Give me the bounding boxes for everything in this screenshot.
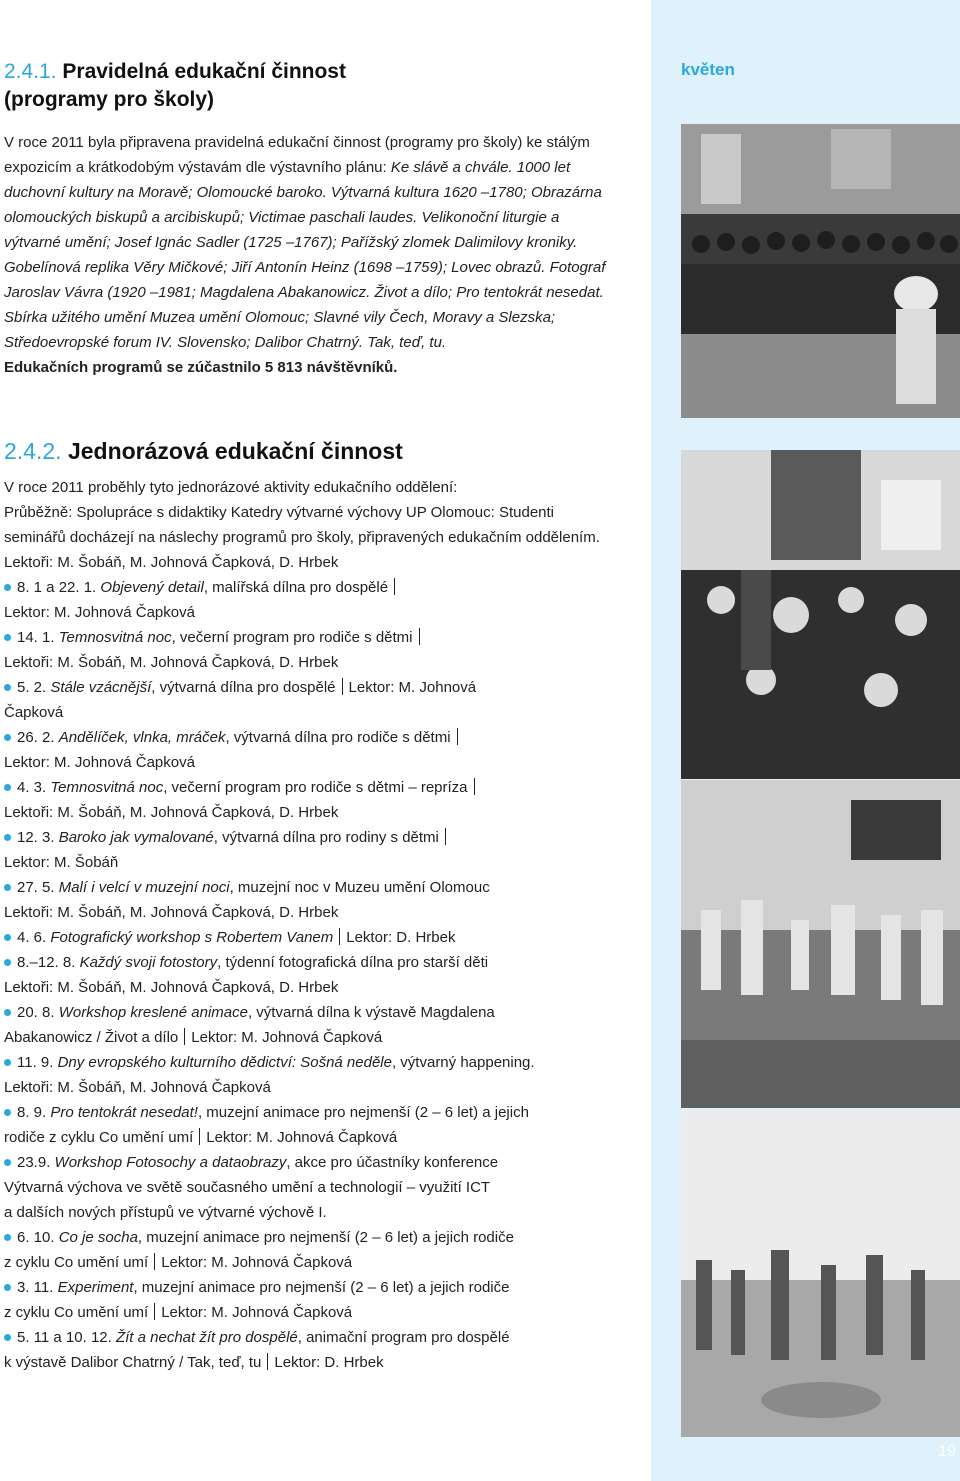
event-date: 6. 10. <box>17 1229 59 1246</box>
event-line <box>4 1000 616 1025</box>
event-title: Objevený detail <box>100 579 204 596</box>
event-description: , večerní program pro rodiče s dětmi – repríza <box>163 779 468 796</box>
event-description: , malířská dílna pro dospělé <box>203 579 389 596</box>
page-number: 19 <box>938 1443 956 1460</box>
event-title: Fotografický workshop s Robertem Vanem <box>50 929 334 946</box>
event-description: , muzejní animace pro nejmenší (2 – 6 let) a jejich rodiče <box>133 1279 510 1296</box>
body-intro: V roce 2011 byla připravena pravidelná edukační činnost (programy pro školy) ke stálým expozicím a krátkodobým výstavám dle výstavního plánu: <box>4 134 590 176</box>
event-title: Workshop Fotosochy a dataobrazy <box>54 1154 287 1171</box>
event-title: Workshop kreslené animace <box>58 1004 248 1021</box>
event-item <box>4 625 616 675</box>
event-date: 5. 11 a 10. 12. <box>17 1329 116 1346</box>
event-item <box>4 825 616 875</box>
event-item <box>4 725 616 775</box>
event-detail: Lektor: M. Johnová Čapková <box>4 604 195 621</box>
event-item <box>4 1275 616 1325</box>
event-line <box>4 575 616 600</box>
separator-bar <box>445 828 446 845</box>
event-detail: Lektoři: M. Šobáň, M. Johnová Čapková, D. Hrbek <box>4 979 339 996</box>
event-line-continued <box>4 975 616 1000</box>
event-detail: rodiče z cyklu Co umění umí <box>4 1129 194 1146</box>
event-line <box>4 1150 616 1175</box>
event-detail: Lektor: M. Šobáň <box>4 854 119 871</box>
event-lecturer: Lektor: M. Johnová Čapková <box>206 1129 398 1146</box>
event-description: , muzejní noc v Muzeu umění Olomouc <box>229 879 490 896</box>
event-title: Co je socha <box>58 1229 138 1246</box>
event-item <box>4 1325 616 1375</box>
separator-bar <box>474 778 475 795</box>
photo-lecture-audience <box>681 124 960 418</box>
event-description: , výtvarná dílna pro rodiče s dětmi <box>225 729 451 746</box>
event-lecturer: Lektor: M. Johnová Čapková <box>191 1029 383 1046</box>
event-line <box>4 1225 616 1250</box>
event-line <box>4 675 616 700</box>
event-title: Temnosvitná noc <box>58 629 172 646</box>
separator-bar <box>419 628 420 645</box>
event-date: 4. 3. <box>17 779 51 796</box>
ongoing-lecturers: Lektoři: M. Šobáň, M. Johnová Čapková, D. Hrbek <box>4 554 339 571</box>
event-description: , výtvarná dílna k výstavě Magdalena <box>247 1004 495 1021</box>
event-date: 11. 9. <box>17 1054 58 1071</box>
event-detail: Lektoři: M. Šobáň, M. Johnová Čapková, D. Hrbek <box>4 904 339 921</box>
event-date: 20. 8. <box>17 1004 59 1021</box>
event-item <box>4 675 616 725</box>
event-title: Pro tentokrát nesedat! <box>50 1104 198 1121</box>
event-line <box>4 775 616 800</box>
event-item <box>4 575 616 625</box>
event-lecturer: Lektor: D. Hrbek <box>274 1354 384 1371</box>
event-line-continued <box>4 850 616 875</box>
event-line <box>4 950 616 975</box>
event-title: Žít a nechat žít pro dospělé <box>115 1329 298 1346</box>
event-date: 14. 1. <box>17 629 59 646</box>
event-detail: z cyklu Co umění umí <box>4 1304 149 1321</box>
event-item <box>4 875 616 925</box>
separator-bar <box>339 928 340 945</box>
event-description: , večerní program pro rodiče s dětmi <box>171 629 413 646</box>
event-description: , akce pro účastníky konference <box>286 1154 499 1171</box>
event-item <box>4 775 616 825</box>
event-title: Dny evropského kulturního dědictví: Sošná neděle <box>57 1054 392 1071</box>
event-date: 8. 9. <box>17 1104 51 1121</box>
photo-exhibition-opening <box>681 450 960 779</box>
exhibition-list: Ke slávě a chvále. 1000 let duchovní kultury na Moravě; Olomoucké baroko. Výtvarná kultura 1620 –1780; Obrazárna olomouckých biskupů a arcibiskupů; Victimae paschali laudes. Velikonoční liturgie a výtvarné umění; Josef Ignác Sadler (1725 –1767); Pařížský zlomek Dalimilovy kroniky. Gobelínová replika Věry Mičkové; Jiří Antonín Heinz (1698 –1759); Lovec obrazů. Fotograf Jaroslav Vávra (1920 –1981; Magdalena Abakanowicz. Život a dílo; Pro tentokrát nesedat. Sbírka užitého umění Muzea umění Olomouc; Slavné vily Čech, Moravy a Slezska; Středoevropské forum IV. Slovensko; Dalibor Chatrný. Tak, teď, tu. <box>4 159 606 351</box>
event-date: 4. 6. <box>17 929 51 946</box>
event-line-continued <box>4 1125 616 1150</box>
event-line <box>4 1325 616 1350</box>
separator-bar <box>267 1353 268 1370</box>
event-line-continued <box>4 1200 616 1225</box>
event-detail: Výtvarná výchova ve světě současného umění a technologií – využití ICT <box>4 1179 491 1196</box>
event-line <box>4 875 616 900</box>
event-date: 3. 11. <box>17 1279 58 1296</box>
event-line <box>4 825 616 850</box>
event-item <box>4 925 616 950</box>
event-line-continued <box>4 750 616 775</box>
event-lecturer: Lektor: M. Johnová Čapková <box>161 1254 353 1271</box>
event-description: , týdenní fotografická dílna pro starší děti <box>217 954 489 971</box>
event-title: Temnosvitná noc <box>50 779 164 796</box>
section-heading <box>4 437 616 465</box>
event-line-continued <box>4 1350 616 1375</box>
event-line <box>4 625 616 650</box>
event-title: Stále vzácnější <box>50 679 152 696</box>
event-item <box>4 1100 616 1150</box>
section-title: Pravidelná edukační činnost <box>62 60 346 83</box>
event-detail: Lektor: M. Johnová Čapková <box>4 754 195 771</box>
event-line-continued <box>4 700 616 725</box>
event-line-continued <box>4 650 616 675</box>
event-date: 23.9. <box>17 1154 55 1171</box>
section-title: Jednorázová edukační činnost <box>67 438 403 464</box>
event-item <box>4 1150 616 1225</box>
event-date: 27. 5. <box>17 879 59 896</box>
event-line <box>4 925 616 950</box>
separator-bar <box>154 1253 155 1270</box>
separator-bar <box>457 728 458 745</box>
event-line-continued <box>4 900 616 925</box>
separator-bar <box>394 578 395 595</box>
event-detail: Lektoři: M. Šobáň, M. Johnová Čapková, D. Hrbek <box>4 654 339 671</box>
event-line-continued <box>4 1025 616 1050</box>
event-line <box>4 1275 616 1300</box>
event-line-continued <box>4 600 616 625</box>
separator-bar <box>199 1128 200 1145</box>
event-lecturer: Lektor: M. Johnová Čapková <box>161 1304 353 1321</box>
event-date: 8. 1 a 22. 1. <box>17 579 101 596</box>
separator-bar <box>154 1303 155 1320</box>
event-date: 12. 3. <box>17 829 59 846</box>
event-description: , výtvarná dílna pro dospělé <box>151 679 336 696</box>
section-title-sub: (programy pro školy) <box>4 88 215 111</box>
section-heading <box>4 58 616 114</box>
event-line-continued <box>4 1175 616 1200</box>
event-description: , muzejní animace pro nejmenší (2 – 6 let) a jejich <box>197 1104 529 1121</box>
separator-bar <box>342 678 343 695</box>
event-item <box>4 950 616 1000</box>
event-date: 5. 2. <box>17 679 51 696</box>
month-label: květen <box>681 60 735 79</box>
event-date: 8.–12. 8. <box>17 954 80 971</box>
event-description: , muzejní animace pro nejmenší (2 – 6 let) a jejich rodiče <box>137 1229 514 1246</box>
section-one-off-education <box>4 437 616 1375</box>
event-date: 26. 2. <box>17 729 59 746</box>
event-line <box>4 1100 616 1125</box>
section-intro: V roce 2011 proběhly tyto jednorázové aktivity edukačního oddělení: <box>4 479 458 496</box>
event-description: , výtvarný happening. <box>391 1054 535 1071</box>
event-description: , animační program pro dospělé <box>297 1329 510 1346</box>
photo-exhibition-hall <box>681 780 960 1108</box>
event-item <box>4 1050 616 1100</box>
event-title: Baroko jak vymalované <box>58 829 214 846</box>
event-line <box>4 725 616 750</box>
event-line-continued <box>4 800 616 825</box>
event-title: Každý svoji fotostory <box>79 954 218 971</box>
event-line-continued <box>4 1300 616 1325</box>
event-description: , výtvarná dílna pro rodiny s dětmi <box>213 829 439 846</box>
event-detail: k výstavě Dalibor Chatrný / Tak, teď, tu <box>4 1354 262 1371</box>
event-title: Experiment <box>57 1279 134 1296</box>
event-detail: Lektoři: M. Šobáň, M. Johnová Čapková <box>4 1079 271 1096</box>
event-detail: a dalších nových přístupů ve výtvarné výchově I. <box>4 1204 327 1221</box>
event-detail: Abakanowicz / Život a dílo <box>4 1029 179 1046</box>
section-number: 2.4.1. <box>4 60 57 83</box>
photo-gallery-sculptures <box>681 1110 960 1437</box>
event-detail: Lektoři: M. Šobáň, M. Johnová Čapková, D. Hrbek <box>4 804 339 821</box>
event-line <box>4 1050 616 1075</box>
ongoing-activity: Průběžně: Spolupráce s didaktiky Katedry výtvarné výchovy UP Olomouc: Studenti seminářů docházejí na náslechy programů pro školy, připravených edukačním oddělením. <box>4 504 600 546</box>
section-body <box>4 130 616 355</box>
section-regular-education <box>4 58 616 380</box>
event-line-continued <box>4 1250 616 1275</box>
section-number: 2.4.2. <box>4 438 62 464</box>
event-detail: Čapková <box>4 704 64 721</box>
event-detail: z cyklu Co umění umí <box>4 1254 149 1271</box>
event-item <box>4 1225 616 1275</box>
event-lecturer: Lektor: D. Hrbek <box>346 929 456 946</box>
event-title: Andělíček, vlnka, mráček <box>58 729 226 746</box>
visitor-summary: Edukačních programů se zúčastnilo 5 813 návštěvníků. <box>4 359 398 376</box>
event-lecturer: Lektor: M. Johnová <box>348 679 477 696</box>
event-line-continued <box>4 1075 616 1100</box>
event-title: Malí i velcí v muzejní noci <box>58 879 230 896</box>
event-item <box>4 1000 616 1050</box>
event-list <box>4 575 616 1375</box>
separator-bar <box>184 1028 185 1045</box>
